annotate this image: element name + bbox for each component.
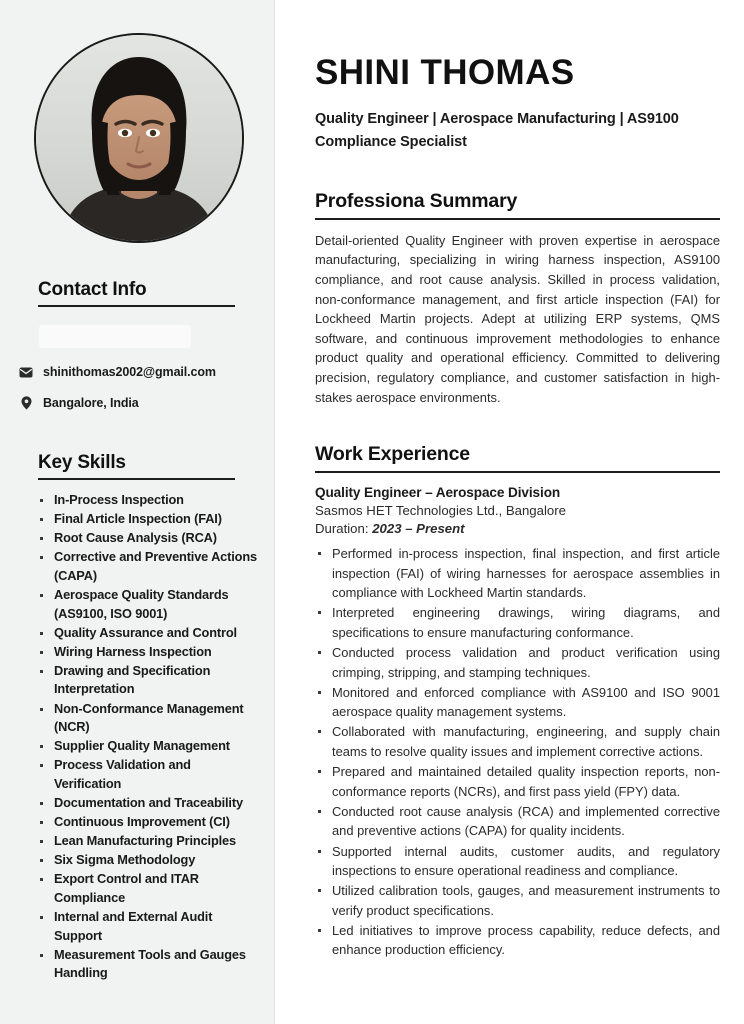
work-experience-bullets — [315, 544, 720, 960]
key-skills-rule — [38, 478, 235, 480]
list-item: Process Validation and Verification — [38, 756, 258, 793]
contact-info-rule — [38, 305, 235, 307]
list-item: Final Article Inspection (FAI) — [38, 510, 258, 529]
contact-info-heading: Contact Info — [38, 279, 147, 300]
job-duration-value: 2023 – Present — [372, 521, 465, 537]
list-item: Supported internal audits, customer audits, and regulatory inspections to ensure operational readiness and compliance. — [315, 842, 720, 881]
list-item: Led initiatives to improve process capability, reduce defects, and enhance production efficiency. — [315, 921, 720, 960]
list-item: Aerospace Quality Standards (AS9100, ISO 9001) — [38, 586, 258, 623]
list-item: Conducted process validation and product verification using crimping, stripping, and stamping techniques. — [315, 643, 720, 682]
list-item: Corrective and Preventive Actions (CAPA) — [38, 548, 258, 585]
job-company: Sasmos HET Technologies Ltd., Bangalore — [315, 503, 566, 519]
job-duration-label: Duration: — [315, 521, 373, 537]
list-item: Utilized calibration tools, gauges, and measurement instruments to verify product specifications. — [315, 881, 720, 920]
profile-photo-wrap — [34, 33, 240, 239]
list-item: Internal and External Audit Support — [38, 908, 258, 945]
professional-summary-heading: Professiona Summary — [315, 189, 518, 212]
profile-photo-image — [36, 35, 242, 241]
email-text: shinithomas2002@gmail.com — [43, 365, 216, 379]
sidebar — [0, 0, 275, 1024]
contact-row-email[interactable] — [17, 365, 258, 379]
job-duration — [315, 521, 720, 536]
page-title: SHINI THOMAS — [315, 53, 575, 92]
list-item: In-Process Inspection — [38, 491, 258, 510]
work-experience-heading: Work Experience — [315, 443, 470, 466]
list-item: Drawing and Specification Interpretation — [38, 662, 258, 699]
job-title: Quality Engineer – Aerospace Division — [315, 485, 561, 501]
list-item: Performed in-process inspection, final inspection, and first article inspection (FAI) of wiring harnesses for aerospace assemblies in compliance with Lockheed Martin standards. — [315, 544, 720, 603]
work-experience-rule — [315, 471, 720, 473]
list-item: Continuous Improvement (CI) — [38, 813, 258, 832]
list-item: Lean Manufacturing Principles — [38, 832, 258, 851]
contact-row-location — [17, 396, 258, 410]
key-skills-section — [0, 452, 274, 983]
list-item: Six Sigma Methodology — [38, 851, 258, 870]
list-item: Monitored and enforced compliance with AS9100 and ISO 9001 aerospace quality management systems. — [315, 683, 720, 722]
list-item: Export Control and ITAR Compliance — [38, 870, 258, 907]
professional-summary-body: Detail-oriented Quality Engineer with proven expertise in aerospace manufacturing, specializing in wiring harness inspection, AS9100 compliance, and root cause analysis. Skilled in process validation, non-conformance management, and first article inspection (FAI) for Lockheed Martin projects. Adept at utilizing ERP systems, QMS software, and continuous improvement methodologies to enhance product quality and operational efficiency. Committed to delivering precision, regulatory compliance, and customer satisfaction in high-stakes aerospace environments. — [315, 232, 720, 405]
list-item: Supplier Quality Management — [38, 737, 258, 756]
location-text: Bangalore, India — [43, 396, 139, 410]
list-item: Prepared and maintained detailed quality inspection reports, non-conformance reports (NCRs), and first pass yield (FPY) data. — [315, 762, 720, 801]
list-item: Conducted root cause analysis (RCA) and implemented corrective and preventive actions (CAPA) for quality incidents. — [315, 802, 720, 841]
list-item: Non-Conformance Management (NCR) — [38, 700, 258, 737]
location-pin-icon — [17, 396, 35, 410]
work-experience-section — [315, 443, 720, 960]
main-content — [275, 0, 744, 1024]
list-item: Wiring Harness Inspection — [38, 643, 258, 662]
key-skills-list — [38, 491, 258, 983]
list-item: Collaborated with manufacturing, engineering, and supply chain teams to resolve quality issues and implement corrective actions. — [315, 722, 720, 761]
profile-photo — [34, 33, 244, 243]
professional-tagline: Quality Engineer | Aerospace Manufacturing | AS9100 Compliance Specialist — [315, 110, 679, 150]
list-item: Root Cause Analysis (RCA) — [38, 529, 258, 548]
list-item: Quality Assurance and Control — [38, 624, 258, 643]
list-item: Measurement Tools and Gauges Handling — [38, 946, 258, 983]
envelope-icon — [17, 367, 35, 378]
professional-summary-rule — [315, 218, 720, 220]
professional-summary-section — [315, 190, 720, 407]
redacted-phone-field — [39, 325, 191, 348]
key-skills-heading: Key Skills — [38, 452, 126, 473]
list-item: Interpreted engineering drawings, wiring diagrams, and specifications to ensure manufacturing conformance. — [315, 603, 720, 642]
list-item: Documentation and Traceability — [38, 794, 258, 813]
contact-info-section — [0, 279, 274, 410]
